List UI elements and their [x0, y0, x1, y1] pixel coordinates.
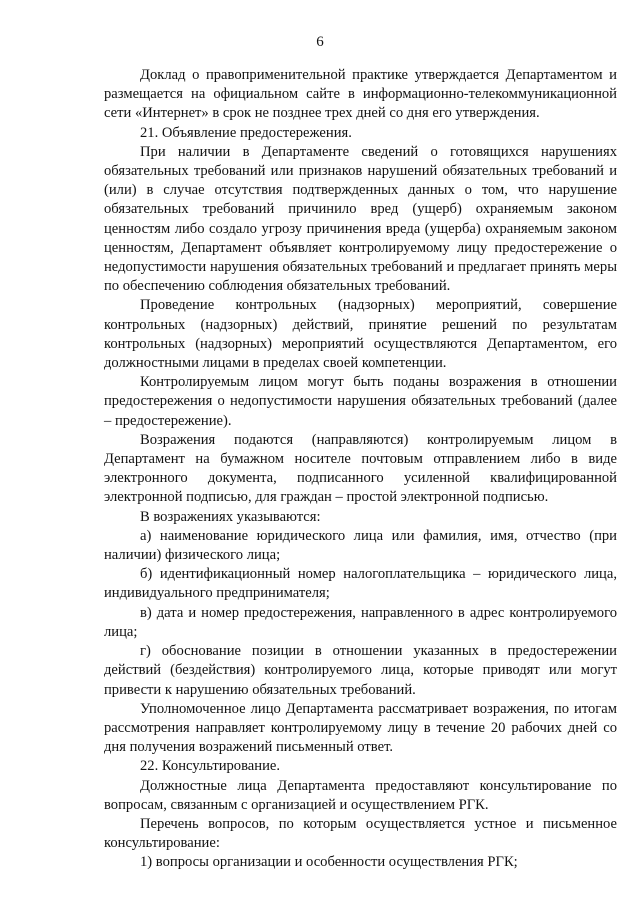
page-number: 6	[316, 34, 324, 50]
section-heading-22: 22. Консультирование.	[140, 758, 281, 775]
paragraph-report-approval: Доклад о правоприменительной практике утверждается Департаментом и размещается на официальном сайте в информационно-телекоммуникационной сети «Интернет» в срок не позднее трех дней со дня его утверждения.	[104, 67, 617, 122]
paragraph-control-measures: Проведение контрольных (надзорных) мероприятий, совершение контрольных (надзорных) действий, принятие решений по результатам контрольных (надзорных) мероприятий осуществляются Департаментом, его должностными лицами в пределах своей компетенции.	[104, 297, 617, 372]
list-item-1: 1) вопросы организации и особенности осуществления РГК;	[140, 854, 518, 871]
document-body	[104, 66, 617, 873]
paragraph-objections-contents: В возражениях указываются:	[140, 508, 321, 525]
paragraph-warning-issuance: При наличии в Департаменте сведений о готовящихся нарушениях обязательных требований или признаков нарушений обязательных требований и (или) в случае отсутствия подтвержденных данных о том, что нарушение обязательных требований причинило вред (ущерб) охраняемым законом ценностям либо создало угрозу причинения вреда (ущерба) охраняемым законом ценностям, Департамент объявляет контролируемому лицу предостережение о недопустимости нарушения обязательных требований и предлагает принять меры по обеспечению соблюдения обязательных требований.	[104, 143, 617, 295]
paragraph-objections-review: Уполномоченное лицо Департамента рассматривает возражения, по итогам рассмотрения направляет контролируемому лицу в течение 20 рабочих дней со дня получения возражений письменный ответ.	[104, 700, 617, 756]
list-item-v: в) дата и номер предостережения, направленного в адрес контролируемого лица;	[104, 604, 617, 640]
list-item-b: б) идентификационный номер налогоплательщика – юридического лица, индивидуального предпринимателя;	[104, 566, 617, 602]
list-item-a: а) наименование юридического лица или фамилия, имя, отчество (при наличии) физического лица;	[104, 527, 617, 564]
paragraph-objections-submission: Возражения подаются (направляются) контролируемым лицом в Департамент на бумажном носителе почтовым отправлением либо в виде электронного документа, подписанного усиленной квалифицированной электронной подписью, для граждан – простой электронной подписью.	[104, 431, 617, 506]
section-heading-21: 21. Объявление предостережения.	[140, 124, 352, 141]
paragraph-consulting-list-intro: Перечень вопросов, по которым осуществляется устное и письменное консультирование:	[104, 815, 617, 852]
paragraph-objections-right: Контролируемым лицом могут быть поданы возражения в отношении предостережения о недопустимости нарушения обязательных требований (далее – предостережение).	[104, 374, 617, 429]
list-item-g: г) обоснование позиции в отношении указанных в предостережении действий (бездействия) контролируемого лица, которые приводят или могут привести к нарушению обязательных требований.	[104, 643, 617, 698]
paragraph-consulting: Должностные лица Департамента предоставляют консультирование по вопросам, связанным с организацией и осуществлением РГК.	[104, 777, 617, 813]
